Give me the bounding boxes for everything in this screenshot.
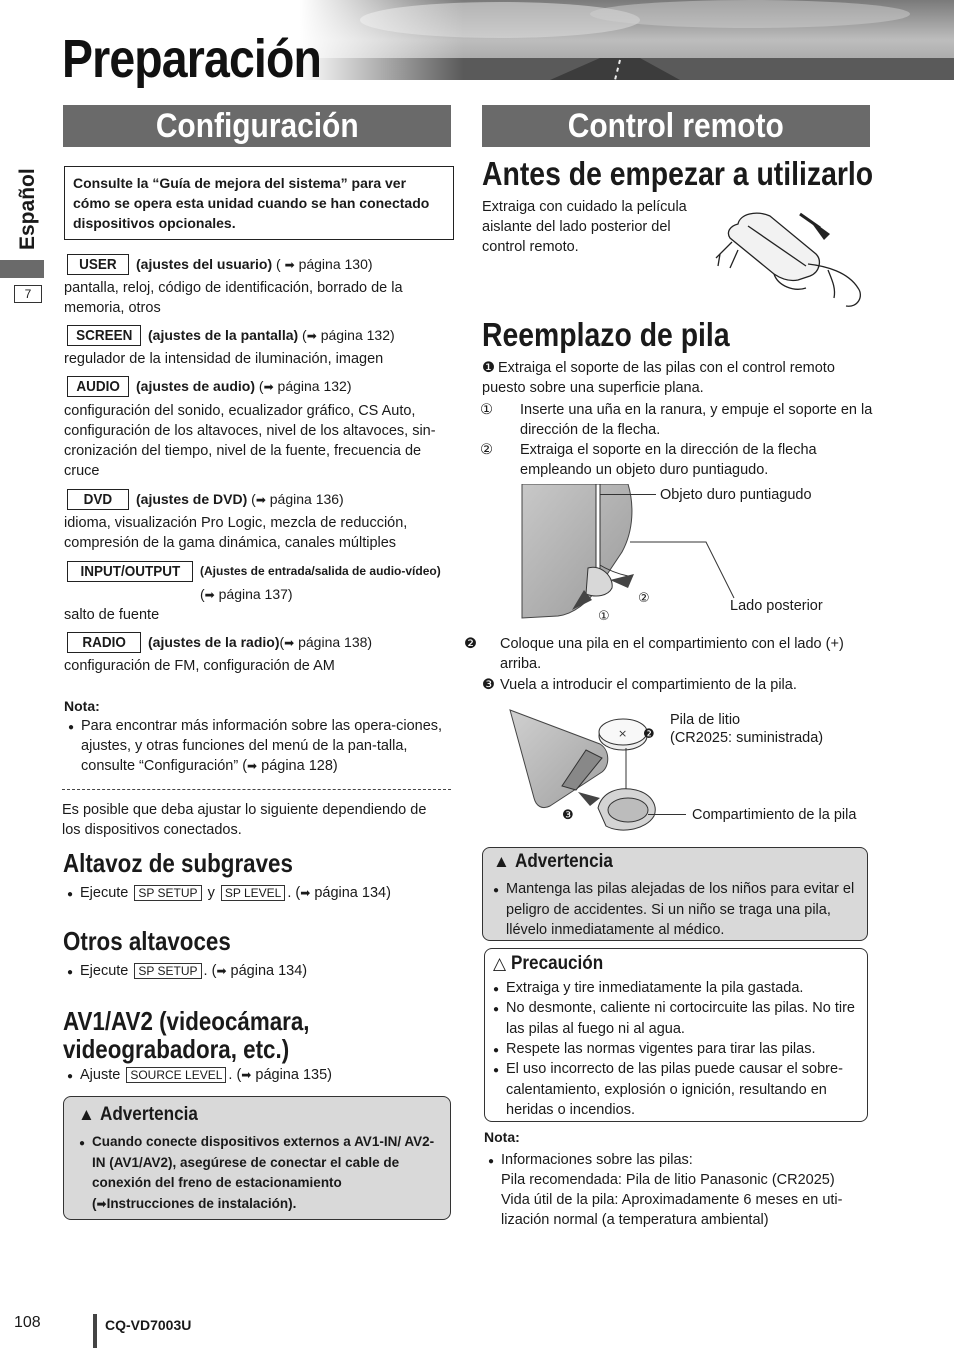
user-ref: página 130) bbox=[298, 256, 373, 272]
radio-key: RADIO bbox=[67, 632, 141, 653]
battery-replace-heading: Reemplazo de pila bbox=[482, 316, 730, 353]
arrow-icon: ➡ bbox=[204, 588, 215, 602]
user-title-line: (ajustes del usuario) ( ➡ página 130) bbox=[136, 256, 373, 272]
fig1-marker-1: ① bbox=[598, 608, 610, 623]
nota-label-left: Nota: bbox=[64, 698, 100, 714]
warning-text-left: Cuando conecte dispositivos externos a AV1-IN/ AV2-IN (AV1/AV2), asegúrese de conectar el cable de conexión del freno de estacionamiento (➡Instrucciones de instalación). bbox=[92, 1134, 435, 1211]
other-speakers-heading: Otros altavoces bbox=[63, 926, 231, 956]
input-output-desc: salto de fuente bbox=[64, 607, 160, 623]
fig2-comp-leader bbox=[648, 814, 686, 815]
fig1-label-tool: Objeto duro puntiagudo bbox=[660, 487, 812, 503]
user-desc: pantalla, reloj, código de identificación, borrado de la memoria, otros bbox=[64, 280, 403, 316]
sp-level-key: SP LEVEL bbox=[221, 885, 285, 901]
svg-text:×: × bbox=[618, 727, 628, 740]
warning-header-left: ▲ Advertencia bbox=[78, 1104, 199, 1125]
radio-title-line: (ajustes de la radio)(➡ página 138) bbox=[148, 634, 373, 650]
audio-key: AUDIO bbox=[67, 376, 129, 397]
radio-title: (ajustes de la radio) bbox=[148, 634, 280, 650]
dashed-divider bbox=[62, 789, 451, 790]
nota-right-line1: Informaciones sobre las pilas: bbox=[501, 1152, 693, 1168]
arrow-icon: ➡ bbox=[284, 258, 295, 272]
audio-desc: configuración del sonido, ecualizador gráfico, CS Auto, configuración de los altavoces, nivel de los altavoces, sin-cronización del tiempo, nivel de la fuente, frecuencia de cruce bbox=[64, 403, 436, 479]
caution-box bbox=[484, 948, 868, 1122]
adjust-intro: Es posible que deba ajustar lo siguiente dependiendo de los dispositivos conectados. bbox=[62, 802, 427, 838]
step-1b-marker: ② bbox=[480, 442, 493, 458]
arrow-icon: ➡ bbox=[300, 886, 311, 900]
step-1a: ① Inserte una uña en la ranura, y empuje el soporte en la dirección de la flecha. bbox=[480, 402, 873, 438]
caution-item: Respete las normas vigentes para tirar las pilas. bbox=[506, 1041, 816, 1057]
section-page-index: 7 bbox=[14, 285, 42, 303]
step-2-marker: ❷ bbox=[464, 636, 477, 652]
radio-desc: configuración de FM, configuración de AM bbox=[64, 658, 335, 674]
fig1-back-leader bbox=[630, 540, 740, 604]
nota-ref-left: página 128) bbox=[261, 758, 338, 774]
header-banner-image bbox=[300, 0, 954, 80]
intro-note-box: Consulte la “Guía de mejora del sistema” para ver cómo se opera esta unidad cuando se han conectado dispositivos opcionales. bbox=[64, 166, 454, 240]
fig2-marker-2: ❷ bbox=[643, 726, 655, 741]
arrow-icon: ➡ bbox=[284, 636, 295, 650]
arrow-icon: ➡ bbox=[96, 1196, 107, 1211]
sp-setup-key: SP SETUP bbox=[134, 885, 201, 901]
arrow-icon: ➡ bbox=[255, 493, 266, 507]
screen-key: SCREEN bbox=[67, 325, 141, 346]
source-level-key: SOURCE LEVEL bbox=[126, 1067, 226, 1083]
nota-text-left bbox=[81, 716, 443, 776]
language-text: Español bbox=[16, 168, 39, 250]
warning-triangle-icon: ▲ bbox=[493, 852, 510, 871]
page-title: Preparación bbox=[62, 29, 321, 89]
audio-title: (ajustes de audio) bbox=[136, 378, 256, 394]
subwoofer-heading: Altavoz de subgraves bbox=[63, 848, 293, 878]
warning-header-right: ▲ Advertencia bbox=[493, 851, 614, 872]
step-1-marker: ❶ bbox=[482, 360, 495, 376]
nota-label-right: Nota: bbox=[484, 1129, 520, 1145]
step-1: ❶ Extraiga el soporte de las pilas con el control remoto puesto sobre una superficie plana. bbox=[482, 360, 835, 396]
page-number: 108 bbox=[14, 1314, 41, 1331]
dvd-key: DVD bbox=[67, 489, 129, 510]
screen-desc: regulador de la intensidad de iluminación, imagen bbox=[64, 351, 384, 367]
audio-ref: página 132) bbox=[277, 378, 352, 394]
caution-triangle-icon: △ bbox=[493, 954, 507, 973]
user-title: (ajustes del usuario) bbox=[136, 256, 273, 272]
step-3: ❸ Vuela a introducir el compartimiento de la pila. bbox=[482, 677, 797, 693]
av-heading-line2: videograbadora, etc.) bbox=[63, 1034, 290, 1064]
av-instruction: Ajuste SOURCE LEVEL . (➡ página 135) bbox=[80, 1067, 332, 1083]
language-label bbox=[14, 140, 42, 250]
dvd-desc: idioma, visualización Pro Logic, mezcla de reducción, compresión de la gama dinámica, canales múltiples bbox=[64, 515, 408, 551]
radio-ref: página 138) bbox=[298, 634, 373, 650]
step-3-marker: ❸ bbox=[482, 677, 495, 693]
arrow-icon: ➡ bbox=[247, 759, 258, 773]
dvd-ref: página 136) bbox=[269, 491, 344, 507]
caution-item: No desmonte, caliente ni cortocircuite las pilas. No tire las pilas al fuego ni al agua. bbox=[506, 1000, 855, 1037]
fig1-marker-2: ② bbox=[638, 590, 650, 605]
screen-ref: página 132) bbox=[320, 327, 395, 343]
fig2-label-compartment: Compartimiento de la pila bbox=[692, 807, 857, 823]
caution-item: Extraiga y tire inmediatamente la pila gastada. bbox=[506, 980, 804, 996]
nota-body-left: Para encontrar más información sobre las opera-ciones, ajustes, y otras funciones del menú de la pan-talla, consulte “Configuración” ( bbox=[81, 718, 443, 774]
av-heading-line1: AV1/AV2 (videocámara, bbox=[63, 1006, 310, 1036]
audio-title-line: (ajustes de audio) (➡ página 132) bbox=[136, 378, 352, 394]
caution-item: El uso incorrecto de las pilas puede causar el sobre-calentamiento, explosión o ignición, resultando en heridas o incendios. bbox=[506, 1061, 843, 1118]
input-output-title: (Ajustes de entrada/salida de audio-vídeo) bbox=[200, 564, 441, 578]
screen-title-line: (ajustes de la pantalla) (➡ página 132) bbox=[148, 327, 395, 343]
sp-setup-key: SP SETUP bbox=[134, 963, 201, 979]
warning-box-left bbox=[63, 1096, 451, 1220]
battery-insertion-illustration bbox=[506, 706, 686, 842]
dvd-title: (ajustes de DVD) bbox=[136, 491, 248, 507]
warning-text-right: Mantenga las pilas alejadas de los niños para evitar el peligro de accidentes. Si un niño se traga una pila, llévelo inmediatamente al médico. bbox=[506, 881, 855, 938]
before-use-text: Extraiga con cuidado la película aislante del lado posterior del control remoto. bbox=[482, 199, 687, 255]
nota-right-line3: Vida útil de la pila: Aproximadamente 6 meses en uti-lización normal (a temperatura ambiental) bbox=[501, 1192, 843, 1228]
input-output-key: INPUT/OUTPUT bbox=[67, 561, 193, 582]
user-key: USER bbox=[67, 254, 129, 275]
model-number: CQ-VD7003U bbox=[105, 1317, 192, 1333]
before-use-heading: Antes de empezar a utilizarlo bbox=[482, 155, 874, 192]
footer-bar bbox=[93, 1314, 97, 1348]
dvd-title-line: (ajustes de DVD) (➡ página 136) bbox=[136, 491, 344, 507]
section-title-configuracion: Configuración bbox=[63, 105, 451, 147]
section-title-control-remoto: Control remoto bbox=[482, 105, 870, 147]
fig2-label-battery-line1: Pila de litio bbox=[670, 712, 741, 728]
nota-right-line2: Pila recomendada: Pila de litio Panasonic (CR2025) bbox=[501, 1172, 835, 1188]
arrow-icon: ➡ bbox=[241, 1068, 252, 1082]
step-1a-marker: ① bbox=[480, 402, 493, 418]
fig1-label-back: Lado posterior bbox=[730, 598, 823, 614]
fig2-label-battery-line2: (CR2025: suministrada) bbox=[670, 730, 824, 746]
other-speakers-instruction: Ejecute SP SETUP . (➡ página 134) bbox=[80, 963, 308, 979]
input-output-ref-line: (➡ página 137) bbox=[200, 586, 293, 602]
arrow-icon: ➡ bbox=[263, 380, 274, 394]
screen-title: (ajustes de la pantalla) bbox=[148, 327, 299, 343]
step-1b: ② Extraiga el soporte en la dirección de la flecha empleando un objeto duro puntiagudo. bbox=[480, 442, 817, 478]
arrow-icon: ➡ bbox=[216, 964, 227, 978]
step-2: ❷ Coloque una pila en el compartimiento con el lado (+) arriba. bbox=[464, 636, 844, 672]
subwoofer-instruction: Ejecute SP SETUP y SP LEVEL . (➡ página 134) bbox=[80, 885, 391, 901]
remote-film-illustration bbox=[708, 196, 870, 314]
warning-box-right bbox=[482, 847, 868, 941]
fig2-marker-3: ❸ bbox=[562, 807, 574, 822]
fig1-tool-leader bbox=[600, 494, 656, 495]
arrow-icon: ➡ bbox=[306, 329, 317, 343]
caution-header: △ Precaución bbox=[493, 953, 604, 974]
warning-triangle-icon: ▲ bbox=[78, 1105, 95, 1124]
input-output-ref: página 137) bbox=[218, 586, 293, 602]
